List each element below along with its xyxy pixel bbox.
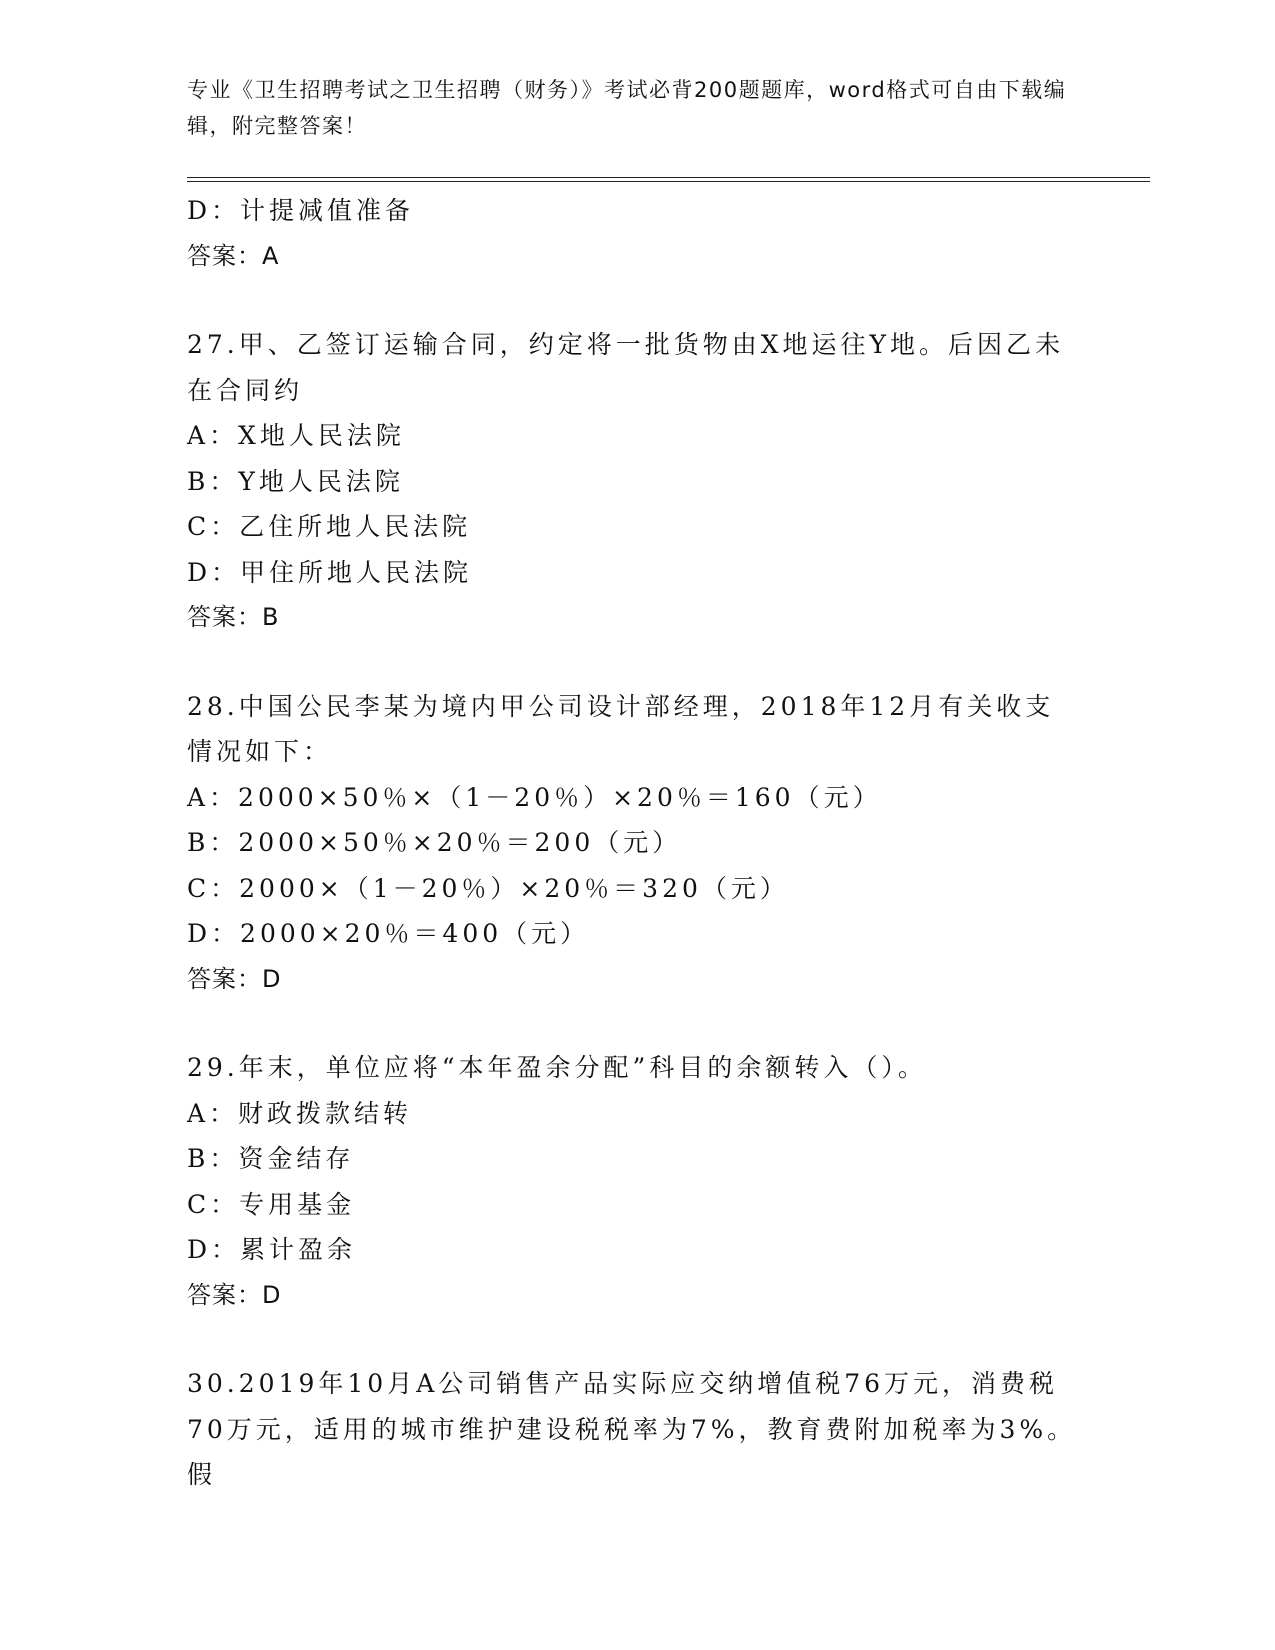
header-divider-bottom bbox=[187, 181, 1150, 182]
question-27 bbox=[187, 322, 1077, 641]
question-30 bbox=[187, 1361, 1077, 1498]
option-a: A：X地人民法院 bbox=[187, 421, 405, 450]
question-28 bbox=[187, 684, 1077, 1003]
option-d: D：计提减值准备 bbox=[187, 196, 415, 225]
option-b: B：Y地人民法院 bbox=[187, 466, 404, 496]
question-text: 28.中国公民李某为境内甲公司设计部经理，2018年12月有关收支情况如下： bbox=[187, 691, 1055, 766]
answer-line: 答案：D bbox=[187, 964, 282, 993]
option-c: C：2000×（1－20％）×20％＝320（元） bbox=[187, 873, 789, 903]
question-text: 27.甲、乙签订运输合同，约定将一批货物由X地运往Y地。后因乙未在合同约 bbox=[187, 330, 1065, 405]
answer-line: 答案：A bbox=[187, 241, 280, 270]
option-b: B：2000×50％×20％＝200（元） bbox=[187, 828, 682, 857]
header-divider-top bbox=[187, 177, 1150, 178]
option-a: A：2000×50％×（1－20％）×20％＝160（元） bbox=[187, 782, 882, 812]
question-29 bbox=[187, 1045, 1077, 1318]
option-d: D：2000×20％＝400（元） bbox=[187, 919, 590, 948]
question-text: 29.年末，单位应将“本年盈余分配”科目的余额转入（）。 bbox=[187, 1053, 927, 1082]
option-d: D：甲住所地人民法院 bbox=[187, 557, 473, 587]
option-c: C：专用基金 bbox=[187, 1189, 356, 1219]
option-b: B：资金结存 bbox=[187, 1144, 355, 1173]
option-d: D：累计盈余 bbox=[187, 1235, 357, 1264]
answer-line: 答案：D bbox=[187, 1280, 282, 1309]
question-content bbox=[187, 188, 1077, 1498]
option-c: C：乙住所地人民法院 bbox=[187, 512, 472, 541]
option-a: A：财政拨款结转 bbox=[187, 1098, 413, 1128]
question-text: 30.2019年10月A公司销售产品实际应交纳增值税76万元，消费税70万元，适用的城市维护建设税税率为7%，教育费附加税率为3%。假 bbox=[187, 1369, 1077, 1489]
answer-line: 答案：B bbox=[187, 603, 280, 631]
document-header: 专业《卫生招聘考试之卫生招聘（财务）》考试必背200题题库，word格式可自由下载编辑，附完整答案！ bbox=[187, 78, 1067, 138]
